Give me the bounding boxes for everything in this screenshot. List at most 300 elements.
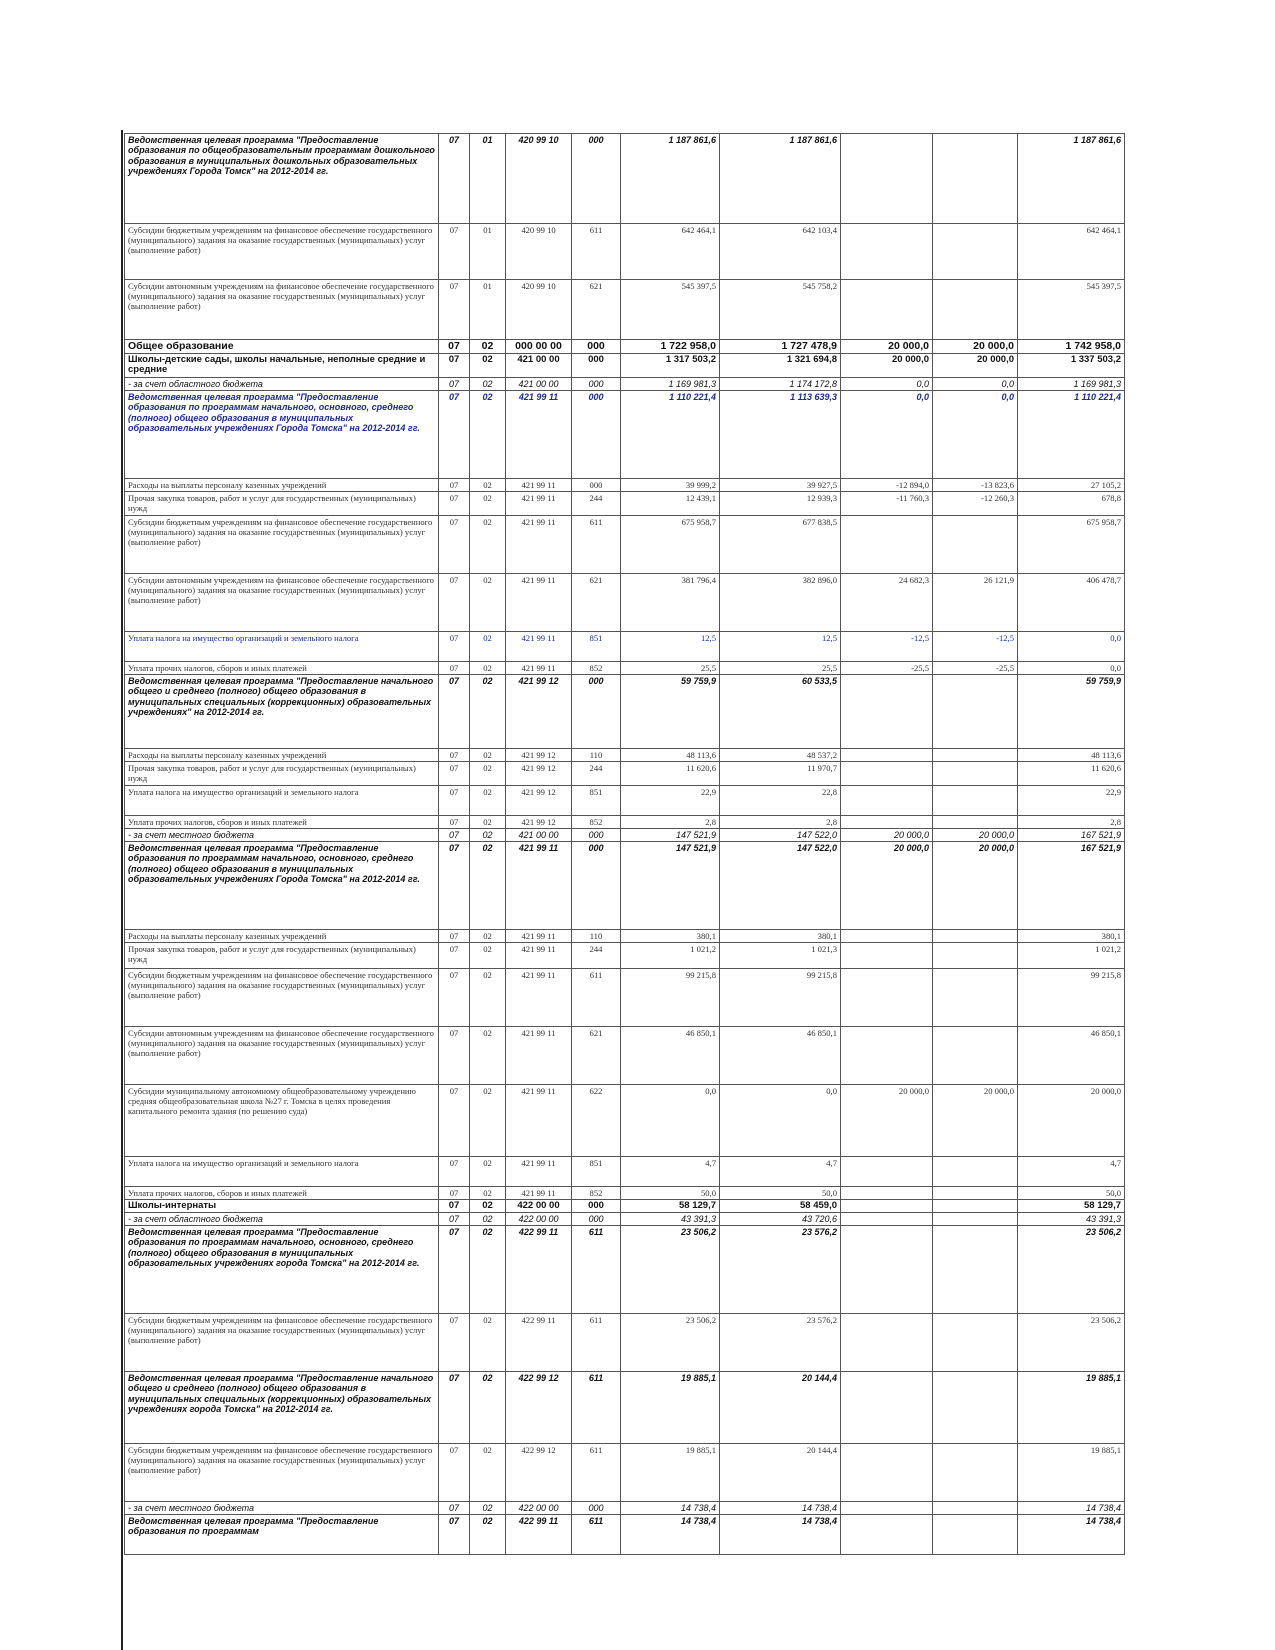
row-change-2: [933, 749, 1018, 762]
row-amount-revised: 380,1: [720, 930, 841, 943]
table-row: [125, 378, 1125, 391]
table-row: [125, 391, 1125, 479]
row-amount-revised: 60 533,5: [720, 675, 841, 749]
row-expense-type: 110: [572, 930, 621, 943]
row-change-2: [933, 1502, 1018, 1515]
row-expense-type: 851: [572, 1157, 621, 1187]
row-description: Субсидии бюджетным учреждениям на финансовое обеспечение государственного (муниципального) задания на оказание государственных (муниципальных) услуг (выполнение работ): [125, 1444, 439, 1502]
row-expense-type: 000: [572, 354, 621, 378]
row-target-article: 421 99 11: [506, 391, 572, 479]
row-amount-revised: 677 838,5: [720, 516, 841, 574]
row-amount-approved: 1 021,2: [621, 943, 720, 969]
row-description: Уплата прочих налогов, сборов и иных платежей: [125, 662, 439, 675]
table-row: [125, 340, 1125, 354]
row-subsection: 02: [470, 354, 506, 378]
row-section: 07: [439, 391, 470, 479]
row-target-article: 421 99 12: [506, 786, 572, 816]
row-change-2: [933, 280, 1018, 340]
row-subsection: 01: [470, 280, 506, 340]
row-expense-type: 611: [572, 224, 621, 280]
row-description: Прочая закупка товаров, работ и услуг для государственных (муниципальных) нужд: [125, 762, 439, 786]
row-target-article: 421 99 12: [506, 816, 572, 829]
row-description: Расходы на выплаты персоналу казенных учреждений: [125, 749, 439, 762]
row-change-1: [841, 1187, 933, 1200]
row-section: 07: [439, 224, 470, 280]
row-amount-approved: 58 129,7: [621, 1200, 720, 1213]
row-change-2: [933, 1444, 1018, 1502]
row-amount-approved: 48 113,6: [621, 749, 720, 762]
page-left-rule: [121, 130, 123, 1650]
row-amount-revised: 0,0: [720, 1085, 841, 1157]
table-row: [125, 842, 1125, 930]
row-target-article: 421 99 11: [506, 1085, 572, 1157]
row-amount-revised: 1 174 172,8: [720, 378, 841, 391]
row-change-1: [841, 1027, 933, 1085]
row-target-article: 422 00 00: [506, 1502, 572, 1515]
row-change-1: [841, 1226, 933, 1314]
row-subsection: 02: [470, 762, 506, 786]
row-change-1: [841, 930, 933, 943]
row-target-article: 421 00 00: [506, 354, 572, 378]
row-target-article: 421 99 11: [506, 1157, 572, 1187]
row-change-2: [933, 1226, 1018, 1314]
row-amount-final: 167 521,9: [1018, 842, 1125, 930]
row-section: 07: [439, 1226, 470, 1314]
row-change-2: [933, 1515, 1018, 1555]
row-amount-final: 23 506,2: [1018, 1314, 1125, 1372]
row-amount-revised: 46 850,1: [720, 1027, 841, 1085]
row-subsection: 02: [470, 1515, 506, 1555]
row-change-2: [933, 1372, 1018, 1444]
row-target-article: 422 99 11: [506, 1226, 572, 1314]
row-amount-approved: 19 885,1: [621, 1444, 720, 1502]
row-amount-final: 23 506,2: [1018, 1226, 1125, 1314]
row-expense-type: 621: [572, 280, 621, 340]
row-amount-final: 1 021,2: [1018, 943, 1125, 969]
row-target-article: 421 99 11: [506, 943, 572, 969]
row-expense-type: 244: [572, 492, 621, 516]
row-section: 07: [439, 675, 470, 749]
row-expense-type: 000: [572, 340, 621, 354]
row-description: Уплата налога на имущество организаций и земельного налога: [125, 1157, 439, 1187]
table-row: [125, 1314, 1125, 1372]
row-amount-revised: 50,0: [720, 1187, 841, 1200]
row-description: Расходы на выплаты персоналу казенных учреждений: [125, 479, 439, 492]
row-change-2: 20 000,0: [933, 340, 1018, 354]
row-amount-revised: 147 522,0: [720, 842, 841, 930]
row-change-2: 26 121,9: [933, 574, 1018, 632]
row-section: 07: [439, 749, 470, 762]
row-amount-final: 14 738,4: [1018, 1515, 1125, 1555]
row-subsection: 02: [470, 1200, 506, 1213]
row-section: 07: [439, 1187, 470, 1200]
row-subsection: 02: [470, 378, 506, 391]
row-section: 07: [439, 516, 470, 574]
row-subsection: 02: [470, 1226, 506, 1314]
row-section: 07: [439, 1157, 470, 1187]
row-change-1: [841, 134, 933, 224]
row-description: Прочая закупка товаров, работ и услуг для государственных (муниципальных) нужд: [125, 492, 439, 516]
row-amount-revised: 147 522,0: [720, 829, 841, 842]
row-amount-approved: 147 521,9: [621, 842, 720, 930]
row-section: 07: [439, 829, 470, 842]
row-subsection: 02: [470, 943, 506, 969]
row-amount-final: 1 742 958,0: [1018, 340, 1125, 354]
row-amount-approved: 23 506,2: [621, 1226, 720, 1314]
row-change-1: [841, 749, 933, 762]
row-amount-revised: 12,5: [720, 632, 841, 662]
row-subsection: 02: [470, 816, 506, 829]
row-description: Ведомственная целевая программа "Предоставление образования по программам начального, основного, среднего (полного) общего образования в муниципальных образовательных учреждениях Города Томска" на 2012-2014 гг.: [125, 842, 439, 930]
row-description: Школы-детские сады, школы начальные, неполные средние и средние: [125, 354, 439, 378]
row-change-1: [841, 280, 933, 340]
row-target-article: 000 00 00: [506, 340, 572, 354]
row-expense-type: 000: [572, 829, 621, 842]
row-target-article: 422 00 00: [506, 1200, 572, 1213]
row-description: Субсидии бюджетным учреждениям на финансовое обеспечение государственного (муниципального) задания на оказание государственных (муниципальных) услуг (выполнение работ): [125, 1314, 439, 1372]
row-subsection: 02: [470, 1213, 506, 1226]
row-amount-approved: 380,1: [621, 930, 720, 943]
row-target-article: 421 99 11: [506, 1027, 572, 1085]
row-expense-type: 622: [572, 1085, 621, 1157]
row-amount-final: 58 129,7: [1018, 1200, 1125, 1213]
row-amount-revised: 22,8: [720, 786, 841, 816]
row-expense-type: 611: [572, 1226, 621, 1314]
row-section: 07: [439, 930, 470, 943]
row-amount-revised: 4,7: [720, 1157, 841, 1187]
row-change-1: -12 894,0: [841, 479, 933, 492]
row-change-1: [841, 762, 933, 786]
table-row: [125, 492, 1125, 516]
row-section: 07: [439, 632, 470, 662]
row-description: Субсидии бюджетным учреждениям на финансовое обеспечение государственного (муниципального) задания на оказание государственных (муниципальных) услуг (выполнение работ): [125, 224, 439, 280]
row-expense-type: 621: [572, 1027, 621, 1085]
row-amount-final: 545 397,5: [1018, 280, 1125, 340]
row-change-2: -12 260,3: [933, 492, 1018, 516]
row-change-2: [933, 134, 1018, 224]
row-section: 07: [439, 1502, 470, 1515]
row-amount-approved: 46 850,1: [621, 1027, 720, 1085]
row-change-1: [841, 1444, 933, 1502]
row-subsection: 02: [470, 340, 506, 354]
row-target-article: 422 99 12: [506, 1372, 572, 1444]
table-row: [125, 1226, 1125, 1314]
row-subsection: 02: [470, 492, 506, 516]
row-amount-final: 0,0: [1018, 632, 1125, 662]
row-change-1: 20 000,0: [841, 842, 933, 930]
row-expense-type: 000: [572, 479, 621, 492]
row-description: - за счет местного бюджета: [125, 829, 439, 842]
row-amount-revised: 14 738,4: [720, 1502, 841, 1515]
row-description: Уплата прочих налогов, сборов и иных платежей: [125, 1187, 439, 1200]
row-amount-approved: 1 187 861,6: [621, 134, 720, 224]
row-amount-approved: 59 759,9: [621, 675, 720, 749]
row-amount-final: 675 958,7: [1018, 516, 1125, 574]
table-row: [125, 829, 1125, 842]
row-amount-revised: 545 758,2: [720, 280, 841, 340]
row-change-2: 20 000,0: [933, 1085, 1018, 1157]
row-change-2: [933, 943, 1018, 969]
row-change-1: 20 000,0: [841, 1085, 933, 1157]
row-target-article: 421 99 11: [506, 930, 572, 943]
row-amount-revised: 14 738,4: [720, 1515, 841, 1555]
row-amount-revised: 1 021,3: [720, 943, 841, 969]
table-row: [125, 354, 1125, 378]
row-section: 07: [439, 1444, 470, 1502]
row-amount-final: 380,1: [1018, 930, 1125, 943]
row-expense-type: 000: [572, 1502, 621, 1515]
row-expense-type: 000: [572, 842, 621, 930]
row-change-1: 24 682,3: [841, 574, 933, 632]
row-change-1: [841, 675, 933, 749]
row-amount-final: 1 337 503,2: [1018, 354, 1125, 378]
row-target-article: 421 99 11: [506, 662, 572, 675]
row-change-2: [933, 969, 1018, 1027]
row-expense-type: 244: [572, 762, 621, 786]
row-section: 07: [439, 1200, 470, 1213]
row-subsection: 02: [470, 1502, 506, 1515]
row-subsection: 02: [470, 662, 506, 675]
row-target-article: 421 99 11: [506, 632, 572, 662]
row-description: Школы-интернаты: [125, 1200, 439, 1213]
table-row: [125, 134, 1125, 224]
row-amount-revised: 48 537,2: [720, 749, 841, 762]
row-amount-revised: 43 720,6: [720, 1213, 841, 1226]
row-amount-approved: 12 439,1: [621, 492, 720, 516]
row-change-1: [841, 1213, 933, 1226]
row-change-1: [841, 1372, 933, 1444]
row-subsection: 02: [470, 969, 506, 1027]
row-section: 07: [439, 943, 470, 969]
row-section: 07: [439, 969, 470, 1027]
row-description: Ведомственная целевая программа "Предоставление образования по программам начального, основного, среднего (полного) общего образования в муниципальных образовательных учреждениях Города Томска" на 2012-2014 гг.: [125, 391, 439, 479]
row-subsection: 02: [470, 1372, 506, 1444]
row-amount-approved: 381 796,4: [621, 574, 720, 632]
table-row: [125, 1200, 1125, 1213]
row-target-article: 422 99 11: [506, 1515, 572, 1555]
row-change-1: [841, 224, 933, 280]
row-expense-type: 621: [572, 574, 621, 632]
row-change-2: [933, 675, 1018, 749]
table-row: [125, 1187, 1125, 1200]
row-expense-type: 000: [572, 1213, 621, 1226]
row-description: - за счет областного бюджета: [125, 378, 439, 391]
row-description: Ведомственная целевая программа "Предоставление начального общего и среднего (полного) общего образования в муниципальных специальных (коррекционных) образовательных учреждениях города Томска" на 2012-2014 гг.: [125, 1372, 439, 1444]
row-amount-final: 43 391,3: [1018, 1213, 1125, 1226]
row-description: Субсидии бюджетным учреждениям на финансовое обеспечение государственного (муниципального) задания на оказание государственных (муниципальных) услуг (выполнение работ): [125, 516, 439, 574]
row-amount-revised: 1 113 639,3: [720, 391, 841, 479]
row-change-1: 0,0: [841, 378, 933, 391]
row-target-article: 421 99 11: [506, 479, 572, 492]
row-section: 07: [439, 340, 470, 354]
row-expense-type: 000: [572, 391, 621, 479]
table-row: [125, 749, 1125, 762]
row-amount-final: 1 110 221,4: [1018, 391, 1125, 479]
table-row: [125, 1085, 1125, 1157]
row-amount-revised: 1 727 478,9: [720, 340, 841, 354]
row-change-1: [841, 1200, 933, 1213]
row-target-article: 421 99 12: [506, 675, 572, 749]
row-subsection: 02: [470, 1314, 506, 1372]
row-expense-type: 611: [572, 1372, 621, 1444]
row-change-1: [841, 816, 933, 829]
row-section: 07: [439, 1027, 470, 1085]
row-change-2: [933, 1200, 1018, 1213]
row-subsection: 02: [470, 786, 506, 816]
row-amount-final: 19 885,1: [1018, 1372, 1125, 1444]
row-amount-approved: 12,5: [621, 632, 720, 662]
row-amount-approved: 11 620,6: [621, 762, 720, 786]
row-change-1: 0,0: [841, 391, 933, 479]
row-amount-approved: 43 391,3: [621, 1213, 720, 1226]
row-amount-final: 2,8: [1018, 816, 1125, 829]
row-description: Уплата налога на имущество организаций и земельного налога: [125, 786, 439, 816]
row-expense-type: 611: [572, 516, 621, 574]
table-row: [125, 1213, 1125, 1226]
row-subsection: 02: [470, 1085, 506, 1157]
row-section: 07: [439, 492, 470, 516]
row-subsection: 01: [470, 134, 506, 224]
row-amount-revised: 1 321 694,8: [720, 354, 841, 378]
row-description: Уплата налога на имущество организаций и земельного налога: [125, 632, 439, 662]
row-target-article: 421 99 12: [506, 762, 572, 786]
row-amount-approved: 545 397,5: [621, 280, 720, 340]
row-amount-revised: 58 459,0: [720, 1200, 841, 1213]
row-target-article: 421 99 11: [506, 516, 572, 574]
row-amount-final: 19 885,1: [1018, 1444, 1125, 1502]
table-row: [125, 479, 1125, 492]
row-description: Субсидии автономным учреждениям на финансовое обеспечение государственного (муниципального) задания на оказание государственных (муниципальных) услуг (выполнение работ): [125, 1027, 439, 1085]
row-section: 07: [439, 1314, 470, 1372]
row-subsection: 02: [470, 516, 506, 574]
row-subsection: 02: [470, 1444, 506, 1502]
row-amount-approved: 19 885,1: [621, 1372, 720, 1444]
row-section: 07: [439, 479, 470, 492]
row-amount-revised: 1 187 861,6: [720, 134, 841, 224]
row-description: Ведомственная целевая программа "Предоставление образования по общеобразовательным программам дошкольного образования в муниципальных дошкольных образовательных учреждениях Города Томск" на 2012-2014 гг.: [125, 134, 439, 224]
row-target-article: 421 99 11: [506, 492, 572, 516]
row-amount-approved: 0,0: [621, 1085, 720, 1157]
row-amount-approved: 23 506,2: [621, 1314, 720, 1372]
row-description: - за счет местного бюджета: [125, 1502, 439, 1515]
row-change-2: -25,5: [933, 662, 1018, 675]
row-section: 07: [439, 786, 470, 816]
row-amount-revised: 20 144,4: [720, 1372, 841, 1444]
row-description: Субсидии автономным учреждениям на финансовое обеспечение государственного (муниципального) задания на оказание государственных (муниципальных) услуг (выполнение работ): [125, 280, 439, 340]
row-subsection: 01: [470, 224, 506, 280]
row-description: Уплата прочих налогов, сборов и иных платежей: [125, 816, 439, 829]
row-change-2: [933, 786, 1018, 816]
row-section: 07: [439, 842, 470, 930]
row-change-2: 20 000,0: [933, 354, 1018, 378]
row-change-2: 20 000,0: [933, 842, 1018, 930]
row-expense-type: 000: [572, 134, 621, 224]
row-change-1: [841, 1515, 933, 1555]
row-section: 07: [439, 1085, 470, 1157]
row-amount-approved: 39 999,2: [621, 479, 720, 492]
table-row: [125, 224, 1125, 280]
row-subsection: 02: [470, 574, 506, 632]
row-amount-revised: 12 939,3: [720, 492, 841, 516]
row-subsection: 02: [470, 675, 506, 749]
row-target-article: 422 00 00: [506, 1213, 572, 1226]
row-expense-type: 852: [572, 662, 621, 675]
row-amount-final: 1 169 981,3: [1018, 378, 1125, 391]
row-change-2: [933, 516, 1018, 574]
row-section: 07: [439, 1515, 470, 1555]
row-target-article: 421 99 11: [506, 969, 572, 1027]
row-amount-final: 22,9: [1018, 786, 1125, 816]
row-description: Расходы на выплаты персоналу казенных учреждений: [125, 930, 439, 943]
row-amount-final: 59 759,9: [1018, 675, 1125, 749]
row-target-article: 421 99 11: [506, 574, 572, 632]
row-change-2: 0,0: [933, 378, 1018, 391]
table-row: [125, 786, 1125, 816]
row-change-2: -12,5: [933, 632, 1018, 662]
row-subsection: 02: [470, 1157, 506, 1187]
row-amount-revised: 2,8: [720, 816, 841, 829]
row-amount-final: 50,0: [1018, 1187, 1125, 1200]
row-amount-revised: 11 970,7: [720, 762, 841, 786]
row-amount-approved: 25,5: [621, 662, 720, 675]
row-description: Субсидии автономным учреждениям на финансовое обеспечение государственного (муниципального) задания на оказание государственных (муниципальных) услуг (выполнение работ): [125, 574, 439, 632]
row-expense-type: 000: [572, 675, 621, 749]
row-amount-approved: 675 958,7: [621, 516, 720, 574]
row-section: 07: [439, 280, 470, 340]
row-target-article: 421 99 11: [506, 842, 572, 930]
table-row: [125, 1372, 1125, 1444]
row-amount-final: 4,7: [1018, 1157, 1125, 1187]
table-row: [125, 816, 1125, 829]
row-expense-type: 851: [572, 632, 621, 662]
row-section: 07: [439, 816, 470, 829]
row-change-2: 20 000,0: [933, 829, 1018, 842]
row-expense-type: 000: [572, 378, 621, 391]
row-section: 07: [439, 134, 470, 224]
row-subsection: 02: [470, 930, 506, 943]
row-amount-revised: 382 896,0: [720, 574, 841, 632]
row-section: 07: [439, 378, 470, 391]
row-section: 07: [439, 354, 470, 378]
row-amount-final: 27 105,2: [1018, 479, 1125, 492]
row-amount-revised: 99 215,8: [720, 969, 841, 1027]
row-change-1: [841, 1502, 933, 1515]
row-section: 07: [439, 1372, 470, 1444]
row-change-1: [841, 969, 933, 1027]
row-amount-revised: 20 144,4: [720, 1444, 841, 1502]
row-amount-approved: 1 169 981,3: [621, 378, 720, 391]
row-description: Ведомственная целевая программа "Предоставление образования по программам начального, основного, среднего (полного) общего образования в муниципальных образовательных учреждениях города Томска" на 2012-2014 гг.: [125, 1226, 439, 1314]
row-target-article: 422 99 11: [506, 1314, 572, 1372]
row-amount-final: 167 521,9: [1018, 829, 1125, 842]
row-amount-final: 20 000,0: [1018, 1085, 1125, 1157]
row-change-2: 0,0: [933, 391, 1018, 479]
row-description: - за счет областного бюджета: [125, 1213, 439, 1226]
row-expense-type: 611: [572, 1314, 621, 1372]
table-row: [125, 632, 1125, 662]
row-subsection: 02: [470, 1187, 506, 1200]
row-change-2: [933, 816, 1018, 829]
row-change-2: [933, 1213, 1018, 1226]
row-amount-approved: 4,7: [621, 1157, 720, 1187]
row-amount-revised: 642 103,4: [720, 224, 841, 280]
row-target-article: 421 00 00: [506, 829, 572, 842]
table-row: [125, 662, 1125, 675]
row-expense-type: 244: [572, 943, 621, 969]
row-subsection: 02: [470, 749, 506, 762]
row-change-2: [933, 930, 1018, 943]
row-amount-approved: 14 738,4: [621, 1515, 720, 1555]
